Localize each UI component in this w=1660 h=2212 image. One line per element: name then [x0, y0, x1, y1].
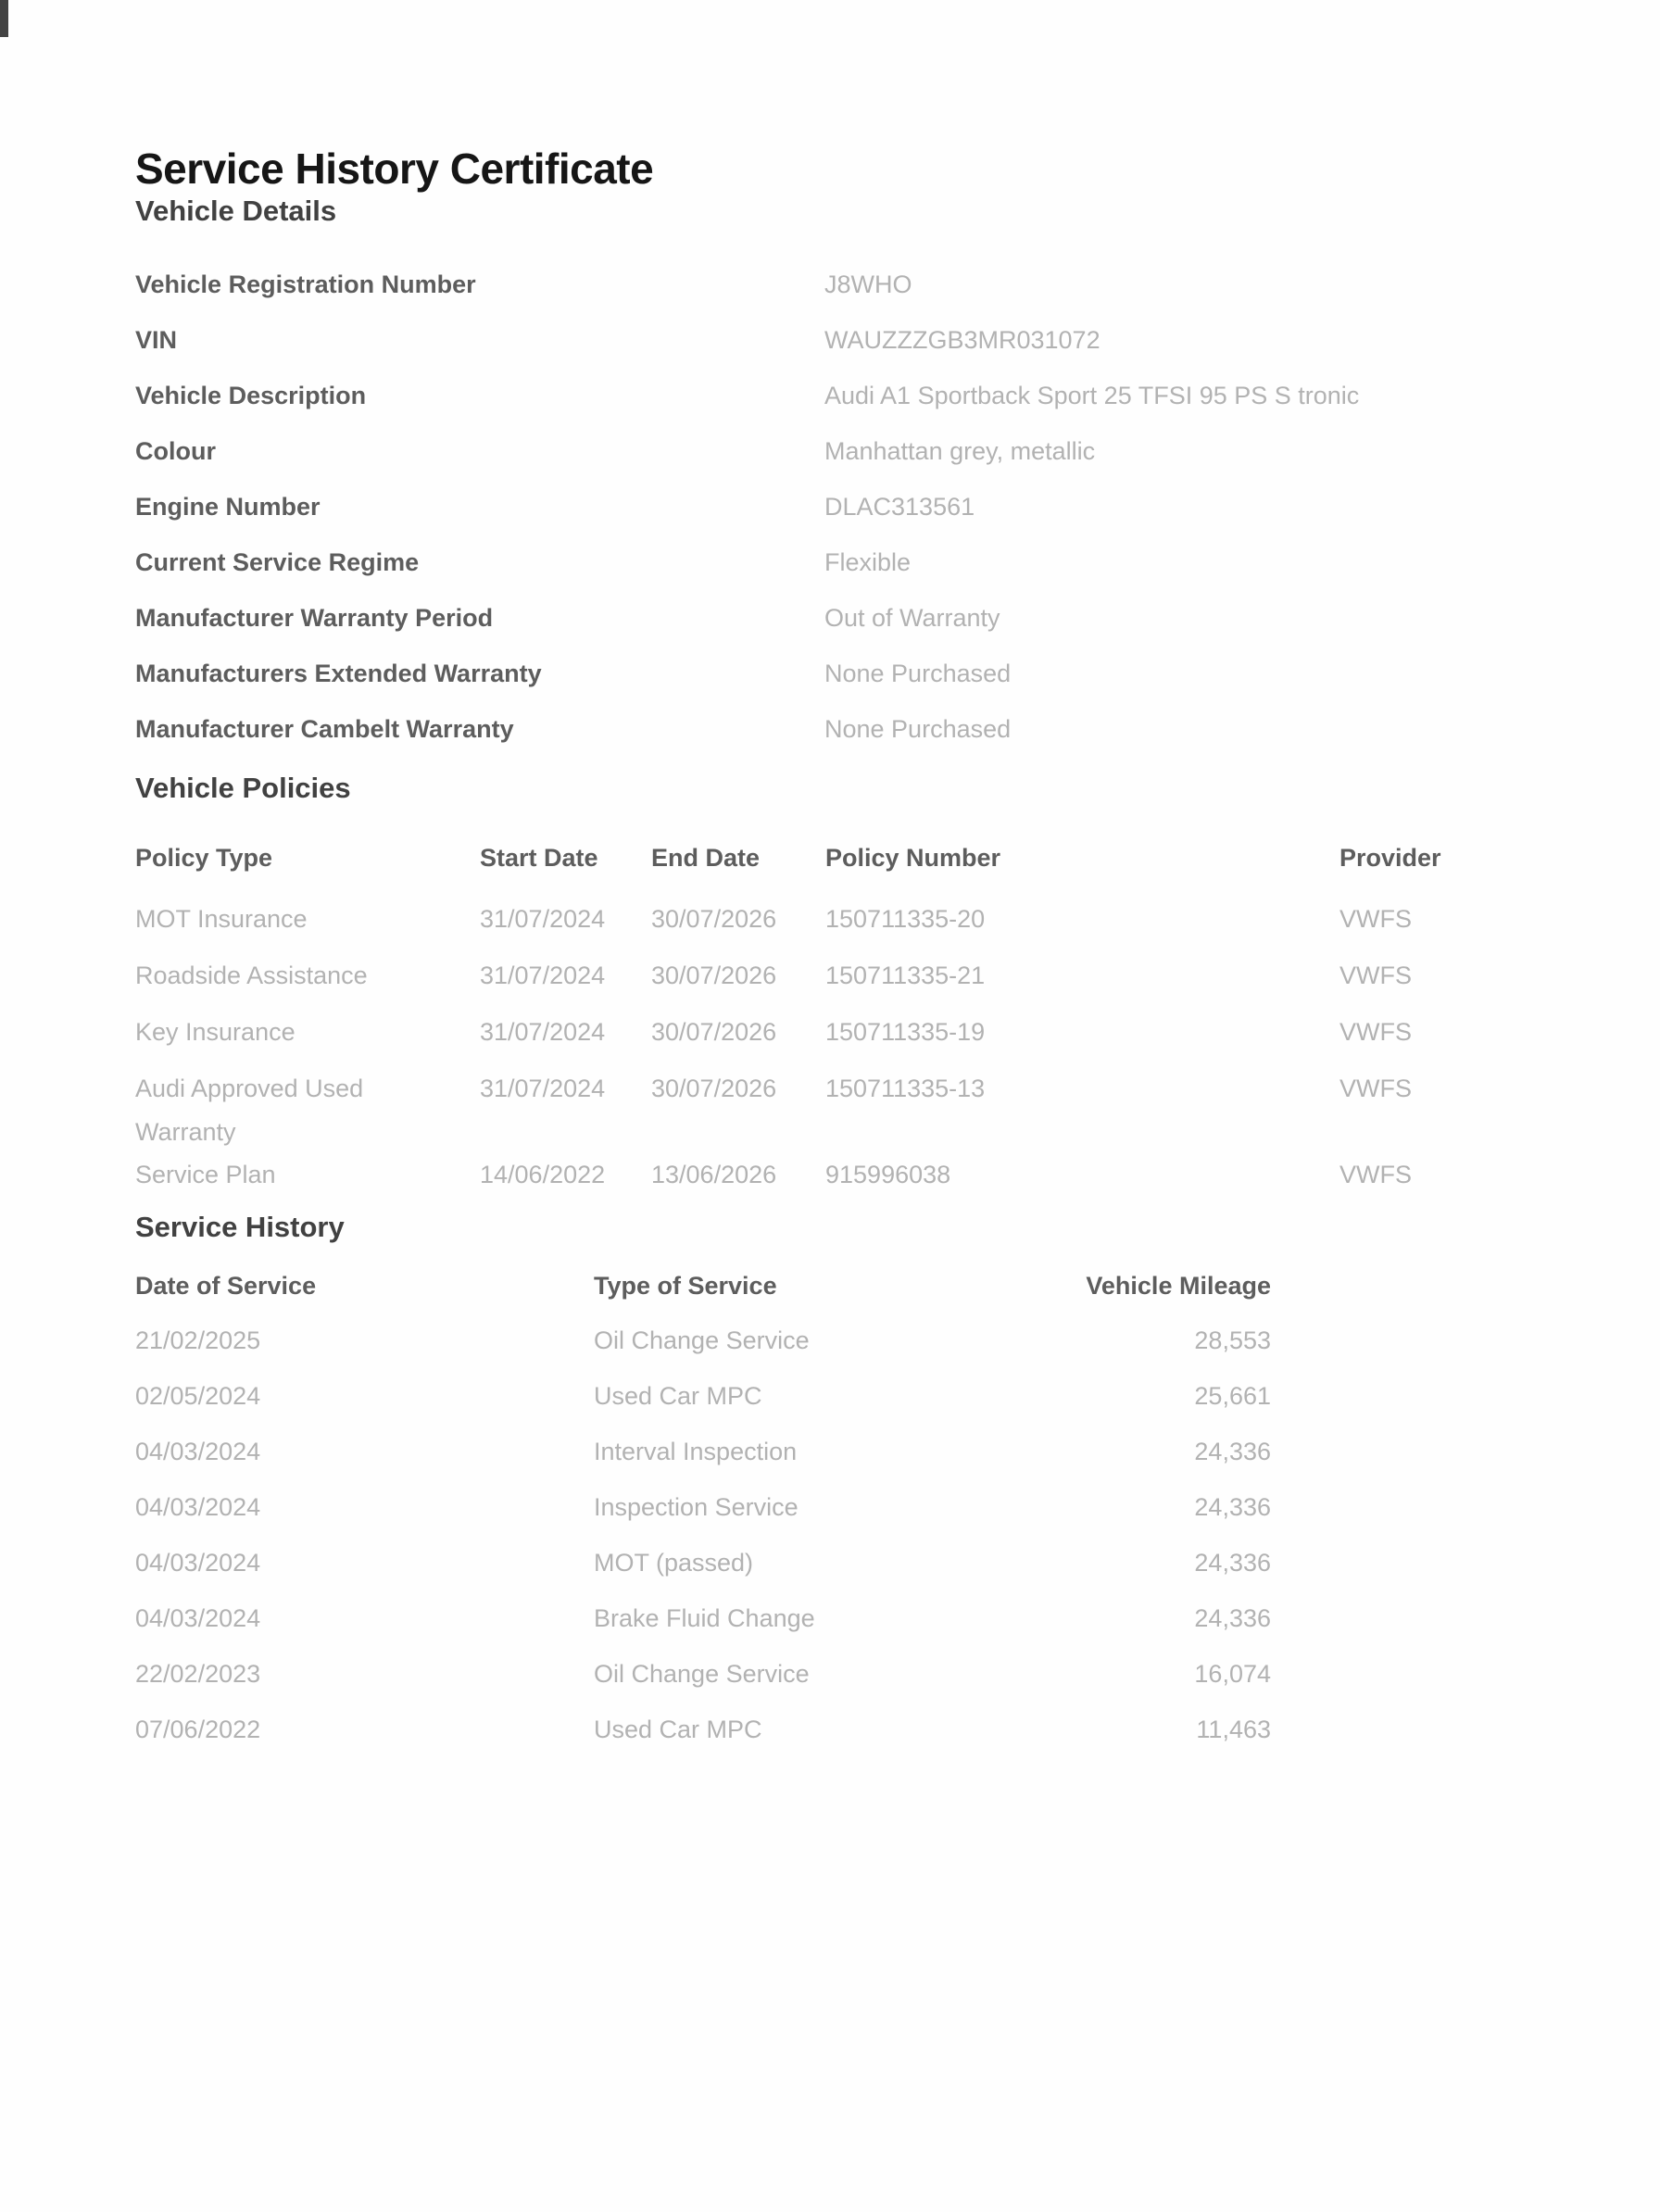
detail-label: Manufacturers Extended Warranty	[135, 660, 542, 688]
service-mileage: 24,336	[1194, 1549, 1271, 1577]
detail-row	[135, 604, 1586, 660]
policy-row	[135, 1153, 1586, 1210]
vehicle-policies-table	[135, 836, 1586, 1210]
service-row	[135, 1549, 1586, 1604]
policy-number: 915996038	[825, 1161, 951, 1189]
service-row	[135, 1326, 1586, 1382]
detail-value: WAUZZZGB3MR031072	[824, 326, 1100, 355]
policy-row	[135, 1011, 1586, 1067]
column-header-policy-type: Policy Type	[135, 844, 273, 873]
end-date: 13/06/2026	[651, 1161, 777, 1189]
detail-label: Manufacturer Warranty Period	[135, 604, 494, 633]
service-row	[135, 1382, 1586, 1438]
service-date: 04/03/2024	[135, 1549, 261, 1577]
service-type: Brake Fluid Change	[594, 1604, 815, 1633]
end-date: 30/07/2026	[651, 961, 777, 990]
policy-type: Service Plan	[135, 1161, 276, 1189]
start-date: 31/07/2024	[480, 1018, 606, 1047]
service-date: 22/02/2023	[135, 1660, 261, 1689]
service-mileage: 16,074	[1194, 1660, 1271, 1689]
detail-value: Audi A1 Sportback Sport 25 TFSI 95 PS S tronic	[824, 382, 1360, 410]
service-date: 04/03/2024	[135, 1604, 261, 1633]
detail-row	[135, 715, 1586, 771]
service-row	[135, 1493, 1586, 1549]
column-header-type-of-service: Type of Service	[594, 1272, 777, 1301]
detail-value: J8WHO	[824, 270, 912, 299]
service-mileage: 25,661	[1194, 1382, 1271, 1411]
detail-value: Flexible	[824, 548, 912, 577]
column-header-policy-number: Policy Number	[825, 844, 1001, 873]
policy-row	[135, 954, 1586, 1011]
detail-value: Manhattan grey, metallic	[824, 437, 1096, 466]
detail-row	[135, 660, 1586, 715]
service-row	[135, 1438, 1586, 1493]
column-header-end-date: End Date	[651, 844, 761, 873]
provider: VWFS	[1339, 1018, 1412, 1047]
vehicle-policies-heading: Vehicle Policies	[135, 772, 351, 805]
provider: VWFS	[1339, 1075, 1412, 1103]
policy-row	[135, 1067, 1586, 1153]
provider: VWFS	[1339, 961, 1412, 990]
policy-type: MOT Insurance	[135, 905, 308, 934]
service-type: Oil Change Service	[594, 1326, 810, 1355]
column-header-date-of-service: Date of Service	[135, 1272, 317, 1301]
detail-row	[135, 437, 1586, 493]
service-date: 07/06/2022	[135, 1716, 261, 1744]
detail-row	[135, 382, 1586, 437]
column-header-provider: Provider	[1339, 844, 1441, 873]
page-title: Service History Certificate	[135, 145, 654, 193]
column-header-start-date: Start Date	[480, 844, 598, 873]
detail-label: Current Service Regime	[135, 548, 420, 577]
policy-type: Roadside Assistance	[135, 961, 368, 990]
service-row	[135, 1660, 1586, 1716]
service-type: MOT (passed)	[594, 1549, 754, 1577]
start-date: 31/07/2024	[480, 1075, 606, 1103]
service-row	[135, 1716, 1586, 1771]
column-header-vehicle-mileage: Vehicle Mileage	[1086, 1272, 1271, 1301]
vehicle-details-heading: Vehicle Details	[135, 194, 337, 227]
service-mileage: 24,336	[1194, 1604, 1271, 1633]
service-mileage: 24,336	[1194, 1493, 1271, 1522]
detail-row	[135, 493, 1586, 548]
detail-label: Colour	[135, 437, 216, 466]
service-type: Oil Change Service	[594, 1660, 810, 1689]
start-date: 31/07/2024	[480, 905, 606, 934]
service-mileage: 24,336	[1194, 1438, 1271, 1466]
service-date: 21/02/2025	[135, 1326, 261, 1355]
service-date: 02/05/2024	[135, 1382, 261, 1411]
policy-row	[135, 898, 1586, 954]
service-history-table	[135, 1272, 1586, 1771]
service-type: Used Car MPC	[594, 1382, 762, 1411]
policy-number: 150711335-19	[825, 1018, 986, 1047]
policy-number: 150711335-20	[825, 905, 986, 934]
detail-value: None Purchased	[824, 715, 1012, 744]
detail-label: Manufacturer Cambelt Warranty	[135, 715, 514, 744]
detail-label: Engine Number	[135, 493, 321, 522]
policy-number: 150711335-21	[825, 961, 986, 990]
vehicle-details-table	[135, 270, 1586, 771]
detail-value: None Purchased	[824, 660, 1012, 688]
service-date: 04/03/2024	[135, 1438, 261, 1466]
detail-value: Out of Warranty	[824, 604, 1000, 633]
service-mileage: 11,463	[1196, 1716, 1271, 1744]
provider: VWFS	[1339, 905, 1412, 934]
detail-row	[135, 270, 1586, 326]
detail-label: VIN	[135, 326, 178, 355]
start-date: 31/07/2024	[480, 961, 606, 990]
end-date: 30/07/2026	[651, 1075, 777, 1103]
end-date: 30/07/2026	[651, 1018, 777, 1047]
scan-edge-artifact	[0, 0, 8, 37]
detail-row	[135, 548, 1586, 604]
detail-value: DLAC313561	[824, 493, 975, 522]
service-type: Interval Inspection	[594, 1438, 798, 1466]
end-date: 30/07/2026	[651, 905, 777, 934]
policies-header-row	[135, 836, 1586, 898]
service-history-heading: Service History	[135, 1211, 345, 1244]
detail-label: Vehicle Description	[135, 382, 367, 410]
provider: VWFS	[1339, 1161, 1412, 1189]
history-header-row	[135, 1272, 1586, 1326]
policy-type: Key Insurance	[135, 1018, 296, 1047]
detail-label: Vehicle Registration Number	[135, 270, 476, 299]
service-type: Inspection Service	[594, 1493, 799, 1522]
service-row	[135, 1604, 1586, 1660]
service-mileage: 28,553	[1194, 1326, 1271, 1355]
service-type: Used Car MPC	[594, 1716, 762, 1744]
policy-number: 150711335-13	[825, 1075, 986, 1103]
detail-row	[135, 326, 1586, 382]
start-date: 14/06/2022	[480, 1161, 606, 1189]
policy-type: Audi Approved Used Warranty	[135, 1075, 364, 1146]
service-date: 04/03/2024	[135, 1493, 261, 1522]
